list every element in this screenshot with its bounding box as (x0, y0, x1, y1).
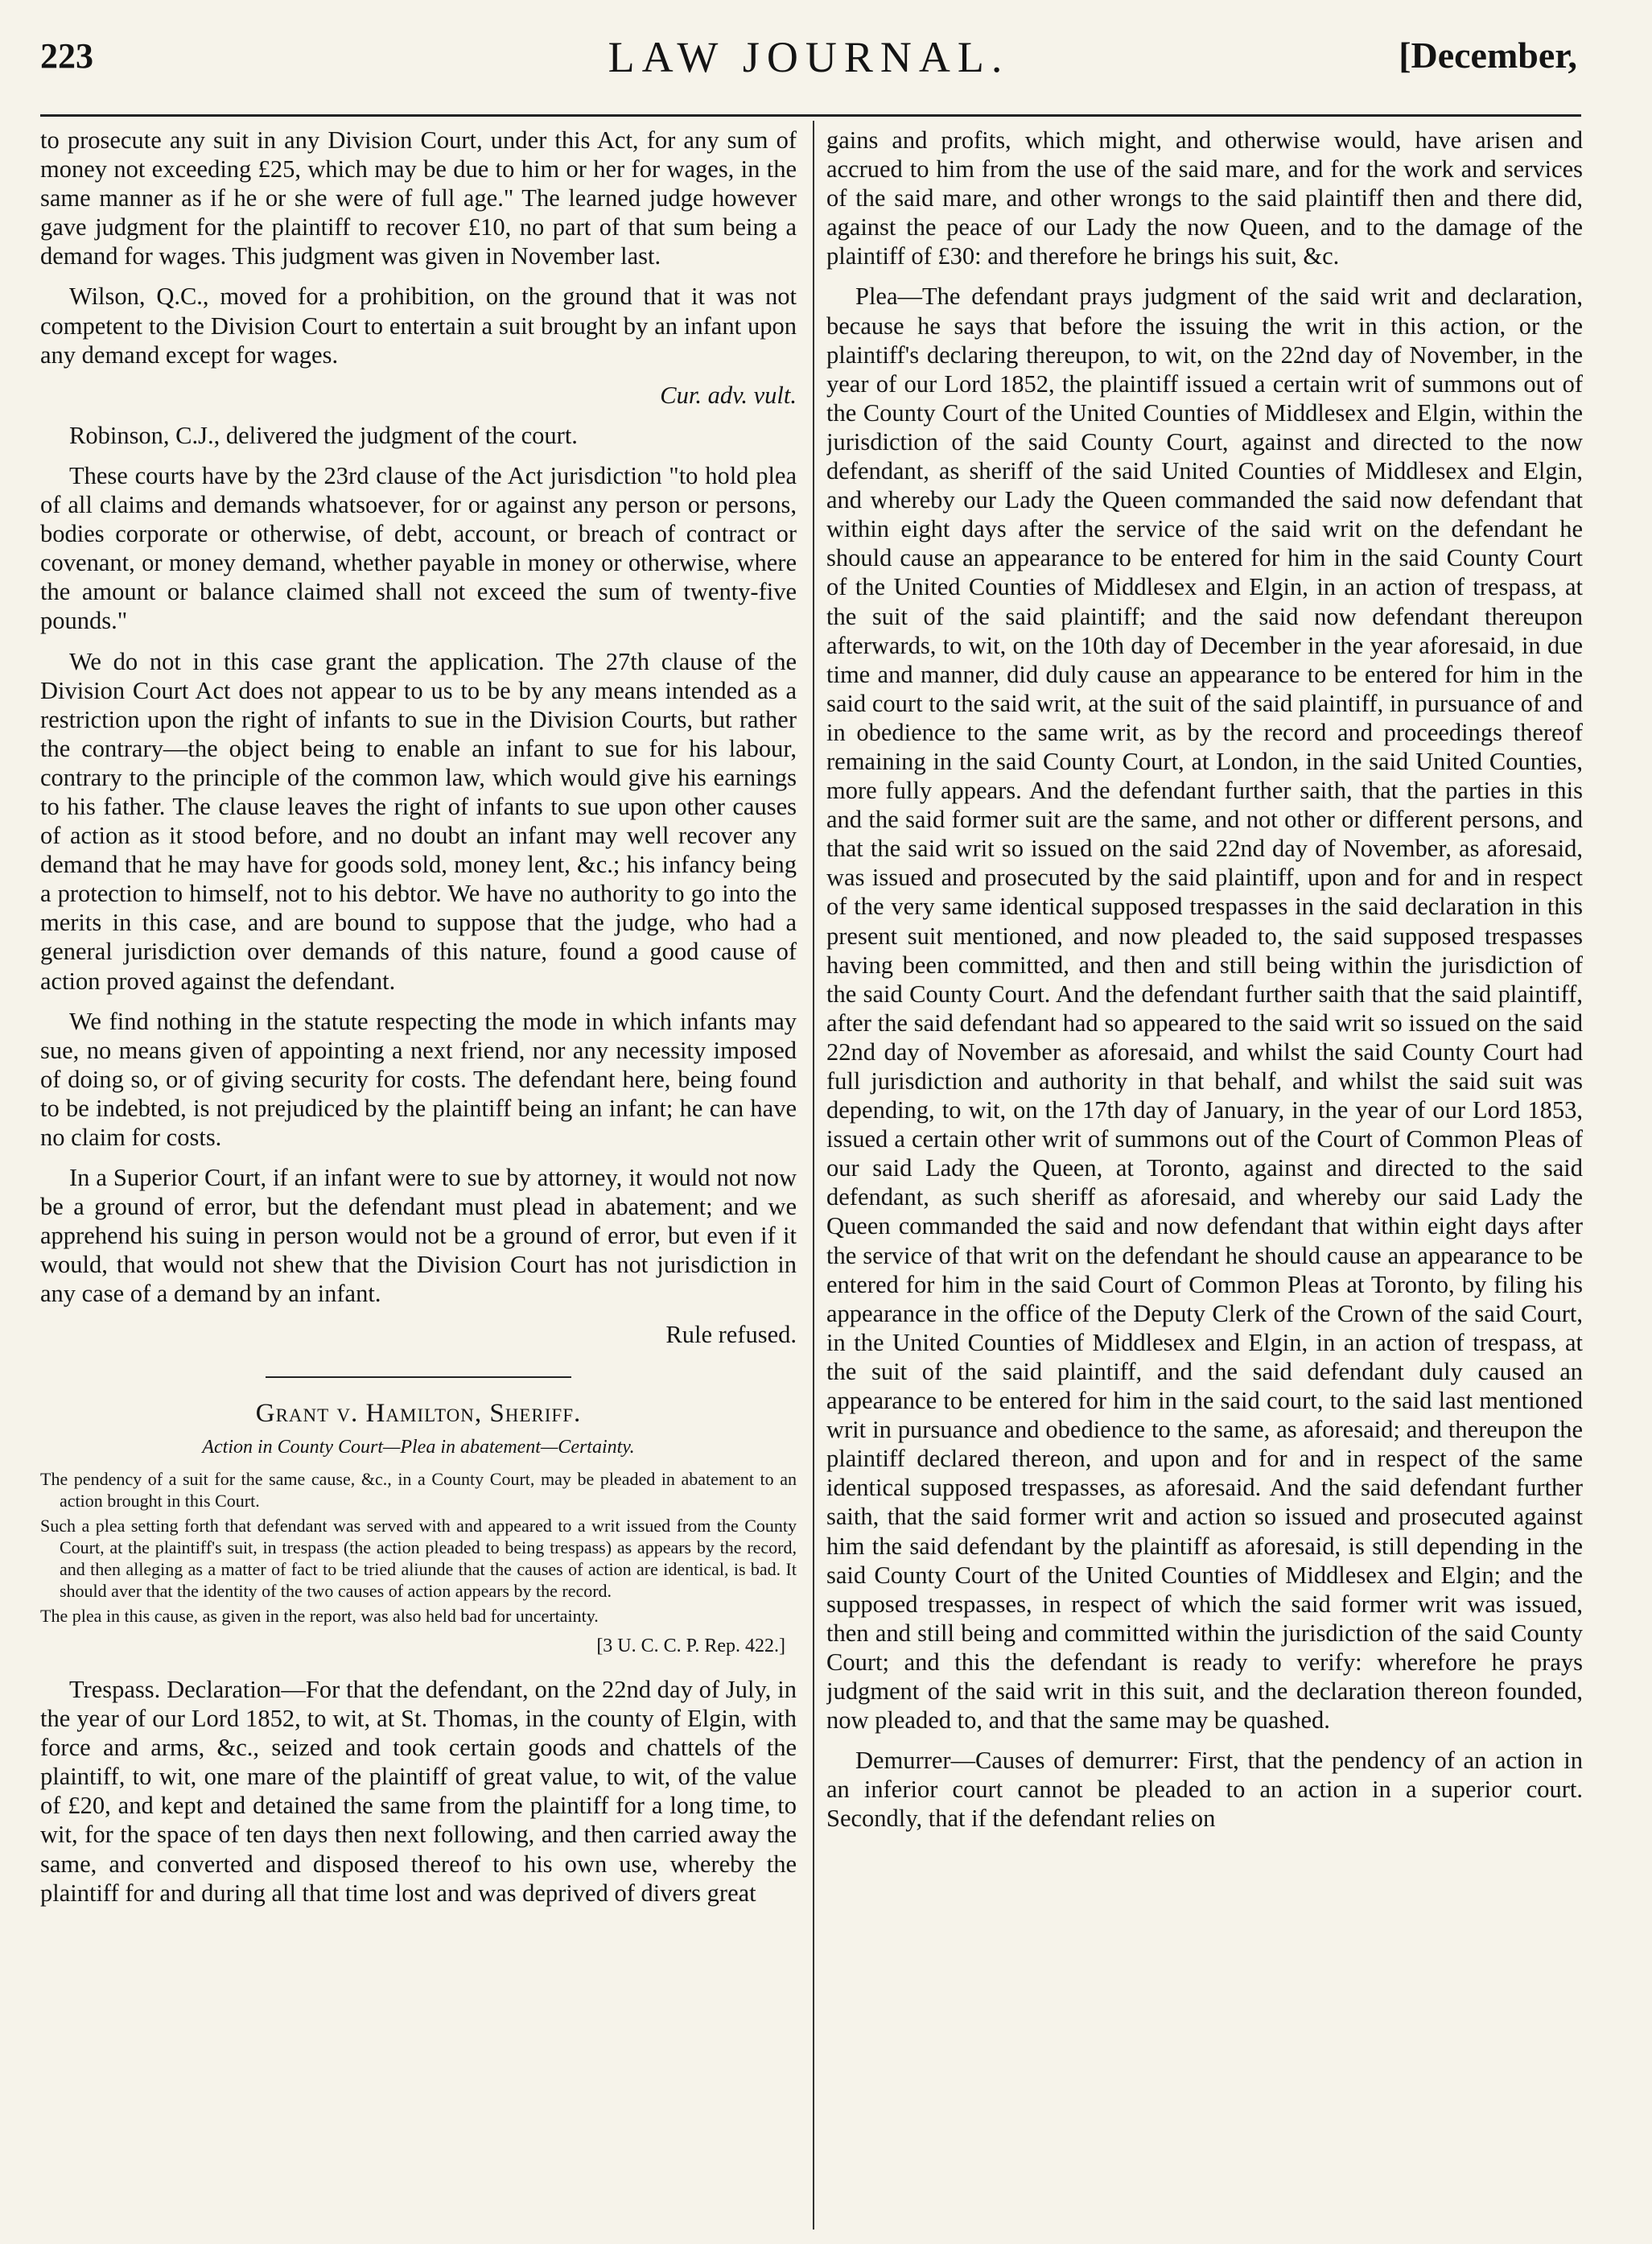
paragraph: to prosecute any suit in any Division Court, under this Act, for any sum of money not exceeding £25, which may be due to him or her for wages, in the same manner as if he or she were of full age." The learned judge however gave judgment for the plaintiff to recover £10, no part of that sum being a demand for wages. This judgment was given in November last. (40, 126, 797, 270)
rule-refused: Rule refused. (665, 1320, 797, 1348)
cur-adv-vult: Cur. adv. vult. (660, 381, 797, 409)
paragraph: gains and profits, which might, and otherwise would, have arisen and accrued to him from the use of the said mare, and for the work and services of the said mare, and other wrongs to the said plaintiff then and there did, against the peace of our Lady the now Queen, and to the damage of the plaintiff of £30: and therefore he brings his suit, &c. (826, 126, 1583, 270)
column-divider (813, 121, 814, 2230)
case-citation: [3 U. C. C. P. Rep. 422.] (596, 1635, 785, 1656)
page-header (40, 24, 1577, 105)
case-subtitle: Action in County Court—Plea in abatement—Certainty. (202, 1436, 635, 1458)
case-title: Grant v. Hamilton, Sheriff. (255, 1398, 582, 1428)
journal-title: LAW JOURNAL. (608, 33, 1010, 81)
paragraph: Trespass. Declaration—For that the defendant, on the 22nd day of July, in the year of our Lord 1852, to wit, at St. Thomas, in the county of Elgin, with force and arms, &c., seized and took certain goods and chattels of the plaintiff, to wit, one mare of the plaintiff of great value, to wit, of the value of £20, and kept and detained the same from the plaintiff for a long time, to wit, for the space of ten days then next following, and then carried away the same, and converted and disposed thereof to his own use, whereby the plaintiff for and during all that time lost and was deprived of divers great (40, 1675, 797, 1907)
headnote: The pendency of a suit for the same cause, &c., in a County Court, may be pleaded in abatement to an action brought in this Court. (40, 1468, 797, 1511)
headnote: The plea in this cause, as given in the report, was also held bad for uncertainty. (40, 1605, 599, 1626)
paragraph: Plea—The defendant prays judgment of the said writ and declaration, because he says that before the issuing the writ in this action, or the plaintiff's declaring thereupon, to wit, on the 22nd day of November, in the year of our Lord 1852, the plaintiff issued a certain writ of summons out of the County Court of the United Counties of Middlesex and Elgin, within the jurisdiction of the said County Court, against and directed to the now defendant, as sheriff of the said United Counties of Middlesex and Elgin, and whereby our Lady the Queen commanded the said now defendant that within eight days after the service of the said writ on the defendant he should cause an appearance to be entered for him in the said County Court of the United Counties of Middlesex and Elgin, in an action of trespass, at the suit of the said plaintiff; and the said now defendant thereupon afterwards, to wit, on the 10th day of December in the year aforesaid, in due time and manner, did duly cause an appearance to be entered for him in the said court to the said writ, at the suit of the said plaintiff, in pursuance of and in obedience to the same writ, as by the record and proceedings thereof remaining in the said County Court, at London, in the said United Counties, more fully appears. And the defendant further saith, that the parties in this and the said former suit are the same, and not other or different persons, and that the said writ so issued on the said 22nd day of November, as aforesaid, was issued and prosecuted by the said plaintiff, upon and for and in respect of the very same identical supposed trespasses in the said declaration in this present suit mentioned, and now pleaded to, the said supposed trespasses having been committed, and then and still being within the jurisdiction of the said County Court. And the defendant further saith that the said plaintiff, after the said defendant had so appeared to the said writ so issued on the said 22nd day of November as aforesaid, and whilst the said County Court had full jurisdiction and authority in that behalf, and whilst the said suit was depending, to wit, on the 17th day of January, in the year of our Lord 1853, issued a certain other writ of summons out of the Court of Common Pleas of our said Lady the Queen, at Toronto, against and directed to the said defendant, as such sheriff as aforesaid, and whereby our said Lady the Queen commanded the said and now defendant that within eight days after the service of that writ on the defendant he should cause an appearance to be entered for him in the said Court of Common Pleas at Toronto, by filing his appearance in the office of the Deputy Clerk of the Crown of the said Court, in the United Counties of Middlesex and Elgin, in an action of trespass, at the suit of the said plaintiff, and the said defendant duly caused an appearance to be entered for him in the said court, to the said last mentioned writ in pursuance and obedience to the same, as aforesaid; and thereupon the plaintiff declared thereon, and upon and for and in respect of the same identical supposed trespasses, as aforesaid. And the said defendant further saith, that the said former writ and action so issued and prosecuted against him the said defendant by the plaintiff as aforesaid, is still depending in the said County Court of the United Counties of Middlesex and Elgin; and the supposed trespasses, in respect of which the said former writ was issued, then and still being and committed within the jurisdiction of the said County Court; and this the defendant is ready to verify: wherefore he prays judgment of the said writ in this suit, and the declaration thereon founded, now pleaded to, and that the same may be quashed. (826, 283, 1583, 1735)
headnote: Such a plea setting forth that defendant was served with and appeared to a writ issued from the County Court, at the plaintiff's suit, in trespass (the action pleaded to being trespass) as appears by the record, and then alleging as a matter of fact to be tried aliunde that the causes of action are identical, is bad. It should aver that the identity of the two causes of action appears by the record. (40, 1515, 797, 1601)
paragraph: These courts have by the 23rd clause of the Act jurisdiction "to hold plea of all claims and demands whatsoever, for or against any person or persons, bodies corporate or otherwise, of debt, account, or breach of contract or covenant, or money demand, whether payable in money or otherwise, where the amount or balance claimed shall not exceed the sum of twenty-five pounds." (40, 461, 797, 635)
right-column (826, 126, 1583, 2226)
header-rule (40, 114, 1581, 117)
paragraph: Wilson, Q.C., moved for a prohibition, on the ground that it was not competent to the Division Court to entertain a suit brought by an infant upon any demand except for wages. (40, 283, 797, 369)
left-column (40, 126, 797, 2226)
paragraph: We find nothing in the statute respecting the mode in which infants may sue, no means given of appointing a next friend, nor any necessity imposed of doing so, or of giving security for costs. The defendant here, being found to be indebted, is not prejudiced by the plaintiff being an infant; he can have no claim for costs. (40, 1007, 797, 1151)
paragraph: We do not in this case grant the application. The 27th clause of the Division Court Act does not appear to us to be by any means intended as a restriction upon the right of infants to sue in the Division Courts, but rather the contrary—the object being to enable an infant to sue for his labour, contrary to the principle of the common law, which would give his earnings to his father. The clause leaves the right of infants to sue upon other causes of action as it stood before, and no doubt an infant may well recover any demand that he may have for goods sold, money lent, &c.; his infancy being a protection to himself, not to his debtor. We have no authority to go into the merits in this case, and are bound to suppose that the judge, who had a general jurisdiction over demands of this nature, found a good cause of action proved against the defendant. (40, 647, 797, 995)
section-separator (266, 1376, 571, 1378)
paragraph: Demurrer—Causes of demurrer: First, that the pendency of an action in an inferior court cannot be pleaded to an action in a superior court. Secondly, that if the defendant relies on (826, 1747, 1583, 1833)
page-number: 223 (40, 36, 93, 76)
paragraph: Robinson, C.J., delivered the judgment of the court. (69, 421, 578, 449)
paragraph: In a Superior Court, if an infant were to sue by attorney, it would not now be a ground of error, but the defendant must plead in abatement; and we apprehend his suing in person would not be a ground of error, but even if it would, that would not shew that the Division Court has not jurisdiction in any case of a demand by an infant. (40, 1164, 797, 1308)
issue-month: [December, (1399, 35, 1577, 76)
